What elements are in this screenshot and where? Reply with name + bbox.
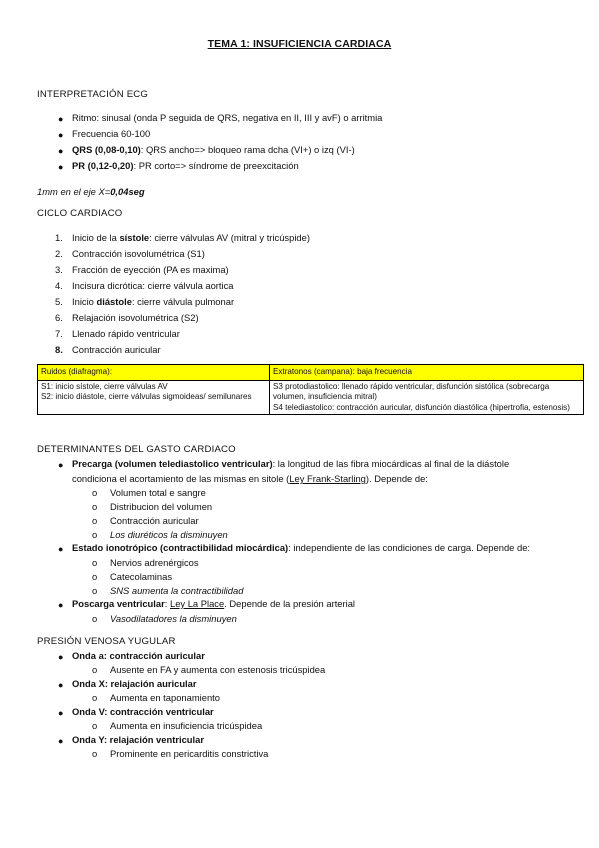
bullet-icon: ●	[58, 736, 64, 746]
ciclo-item-number: 5.	[55, 296, 63, 307]
sub-bullet-icon: o	[92, 501, 98, 512]
precarga-line-2	[72, 473, 428, 486]
table-cell-s3: S3 protodiastolico: llenado rápido ventricular, disfunción sistólica (sobrecarga volumen, insuficiencia mitral)	[273, 381, 550, 402]
bullet-icon: ●	[58, 130, 64, 140]
ruidos-table	[37, 364, 584, 415]
ciclo-item	[72, 328, 180, 341]
sub-bullet-icon: o	[92, 613, 98, 624]
precarga-text-3: ). Depende de:	[365, 473, 428, 484]
ecg-item-pr	[72, 160, 299, 173]
precarga-sub-item: Volumen total e sangre	[110, 487, 206, 498]
table-cell-ruidos	[38, 380, 270, 415]
sub-bullet-icon: o	[92, 748, 98, 759]
ciclo-item-number: 4.	[55, 280, 63, 291]
bullet-icon: ●	[58, 680, 64, 690]
ciclo-item-text: : cierre válvula pulmonar	[131, 296, 235, 307]
estado-text: : independiente de las condiciones de carga. Depende de:	[288, 542, 531, 553]
pvy-item	[72, 650, 205, 663]
estado-sub-item: Nervios adrenérgicos	[110, 557, 199, 568]
bullet-icon: ●	[58, 460, 64, 470]
bullet-icon: ●	[58, 146, 64, 156]
pvy-sub-item: Prominente en pericarditis constrictiva	[110, 748, 269, 759]
pvy-item	[72, 706, 214, 719]
precarga-bold: Precarga (volumen telediastolico ventricular)	[72, 458, 273, 469]
ciclo-item	[72, 312, 199, 325]
pvy-item-bold: Onda V: contracción ventricular	[72, 706, 214, 717]
ecg-note-value: 0,04seg	[110, 186, 145, 197]
table-cell-s4: S4 telediastolico: contracción auricular, disfunción diastólica (hipertrofia, estenosis)	[273, 402, 570, 412]
table-header-row	[38, 365, 584, 381]
pvy-item	[72, 734, 204, 747]
page-title: TEMA 1: INSUFICIENCIA CARDIACA	[207, 38, 392, 50]
bullet-icon: ●	[58, 600, 64, 610]
sub-bullet-icon: o	[92, 692, 98, 703]
sub-bullet-icon: o	[92, 487, 98, 498]
ciclo-item	[72, 264, 229, 277]
ecg-item-qrs	[72, 144, 355, 157]
estado-line	[72, 542, 530, 555]
ecg-item-ritmo: Ritmo: sinusal (onda P seguida de QRS, negativa en II, III y avF) o arritmia	[72, 112, 383, 123]
ecg-note-text: 1mm en el eje X=	[37, 186, 111, 197]
ciclo-item	[72, 248, 205, 261]
link-la-place: Ley La Place	[169, 598, 225, 609]
ciclo-item-number: 3.	[55, 264, 63, 275]
ciclo-item	[72, 296, 234, 309]
ciclo-item-text: Fracción de eyección (PA es maxima)	[72, 264, 229, 275]
bullet-icon: ●	[58, 162, 64, 172]
table-cell-extratonos	[270, 380, 584, 415]
pvy-item	[72, 678, 197, 691]
ciclo-item-text: Inicio	[72, 296, 97, 307]
ciclo-item-number: 2.	[55, 248, 63, 259]
sub-bullet-icon: o	[92, 571, 98, 582]
ecg-note	[37, 186, 145, 199]
ciclo-item-number: 8.	[55, 344, 63, 355]
ciclo-item-text: Inicio de la	[72, 232, 120, 243]
sub-bullet-icon: o	[92, 585, 98, 596]
pvy-item-bold: Onda Y: relajación ventricular	[72, 734, 204, 745]
ecg-item-qrs-text: : QRS ancho=> bloqueo rama dcha (VI+) o izq (VI-)	[140, 144, 355, 155]
bullet-icon: ●	[58, 114, 64, 124]
pvy-sub-item: Aumenta en taponamiento	[110, 692, 220, 703]
link-frank-starling: Ley Frank-Starling	[289, 473, 366, 484]
ecg-item-qrs-bold: QRS (0,08-0,10)	[72, 144, 141, 155]
pvy-item-bold: Onda X: relajación auricular	[72, 678, 197, 689]
poscarga-colon: :	[164, 598, 170, 609]
pvy-sub-item: Aumenta en insuficiencia tricúspidea	[110, 720, 263, 731]
sub-bullet-icon: o	[92, 664, 98, 675]
ciclo-item	[72, 344, 161, 357]
ciclo-item-number: 7.	[55, 328, 63, 339]
ciclo-item-text: Contracción auricular	[72, 344, 161, 355]
precarga-text-2: condiciona el acortamiento de las mismas en sitole (	[72, 473, 290, 484]
ciclo-item-text: Relajación isovolumétrica (S2)	[72, 312, 199, 323]
poscarga-text: . Depende de la presión arterial	[224, 598, 356, 609]
estado-bold: Estado ionotrópico (contractibilidad miocárdica)	[72, 542, 289, 553]
poscarga-line	[72, 598, 355, 611]
ciclo-item-text: Llenado rápido ventricular	[72, 328, 180, 339]
pvy-item-bold: Onda a: contracción auricular	[72, 650, 205, 661]
sub-bullet-icon: o	[92, 720, 98, 731]
sub-bullet-icon: o	[92, 515, 98, 526]
table-row	[38, 380, 584, 415]
section-heading-ciclo: CICLO CARDIACO	[37, 208, 123, 219]
pvy-sub-item: Ausente en FA y aumenta con estenosis tricúspidea	[110, 664, 326, 675]
ecg-item-pr-text: : PR corto=> síndrome de preexcitación	[133, 160, 299, 171]
sub-bullet-icon: o	[92, 557, 98, 568]
poscarga-note: Vasodilatadores la disminuyen	[110, 613, 237, 624]
ciclo-item-bold: diástole	[96, 296, 132, 307]
sub-bullet-icon: o	[92, 529, 98, 540]
section-heading-gasto: DETERMINANTES DEL GASTO CARDIACO	[37, 444, 236, 455]
precarga-note: Los diuréticos la disminuyen	[110, 529, 228, 540]
estado-sub-item: Catecolaminas	[110, 571, 173, 582]
precarga-line-1	[72, 458, 509, 471]
ciclo-item-bold: sístole	[119, 232, 150, 243]
estado-note: SNS aumenta la contractibilidad	[110, 585, 244, 596]
ciclo-item-text: Incisura dicrótica: cierre válvula aortica	[72, 280, 234, 291]
ecg-item-pr-bold: PR (0,12-0,20)	[72, 160, 134, 171]
poscarga-bold: Poscarga ventricular	[72, 598, 165, 609]
ciclo-item-number: 1.	[55, 232, 63, 243]
bullet-icon: ●	[58, 708, 64, 718]
ciclo-item	[72, 232, 310, 245]
table-header-extratonos: Extratonos (campana): baja frecuencia	[270, 365, 584, 381]
table-header-ruidos: Ruidos (diafragma):	[38, 365, 270, 381]
table-cell-s1: S1: inicio sístole, cierre válvulas AV	[41, 381, 168, 391]
ciclo-item-text: : cierre válvulas AV (mitral y tricúspide)	[149, 232, 310, 243]
table-cell-s2: S2: inicio diástole, cierre válvulas sigmoideas/ semilunares	[41, 392, 252, 402]
section-heading-pvy: PRESIÓN VENOSA YUGULAR	[37, 636, 176, 647]
ecg-item-frecuencia: Frecuencia 60-100	[72, 128, 151, 139]
ciclo-item	[72, 280, 234, 293]
section-heading-ecg: INTERPRETACIÓN ECG	[37, 89, 149, 100]
bullet-icon: ●	[58, 652, 64, 662]
precarga-text: : la longitud de las fibra miocárdicas al final de la diástole	[272, 458, 510, 469]
precarga-sub-item: Contracción auricular	[110, 515, 199, 526]
ciclo-item-text: Contracción isovolumétrica (S1)	[72, 248, 205, 259]
ciclo-item-number: 6.	[55, 312, 63, 323]
bullet-icon: ●	[58, 544, 64, 554]
precarga-sub-item: Distribucion del volumen	[110, 501, 213, 512]
